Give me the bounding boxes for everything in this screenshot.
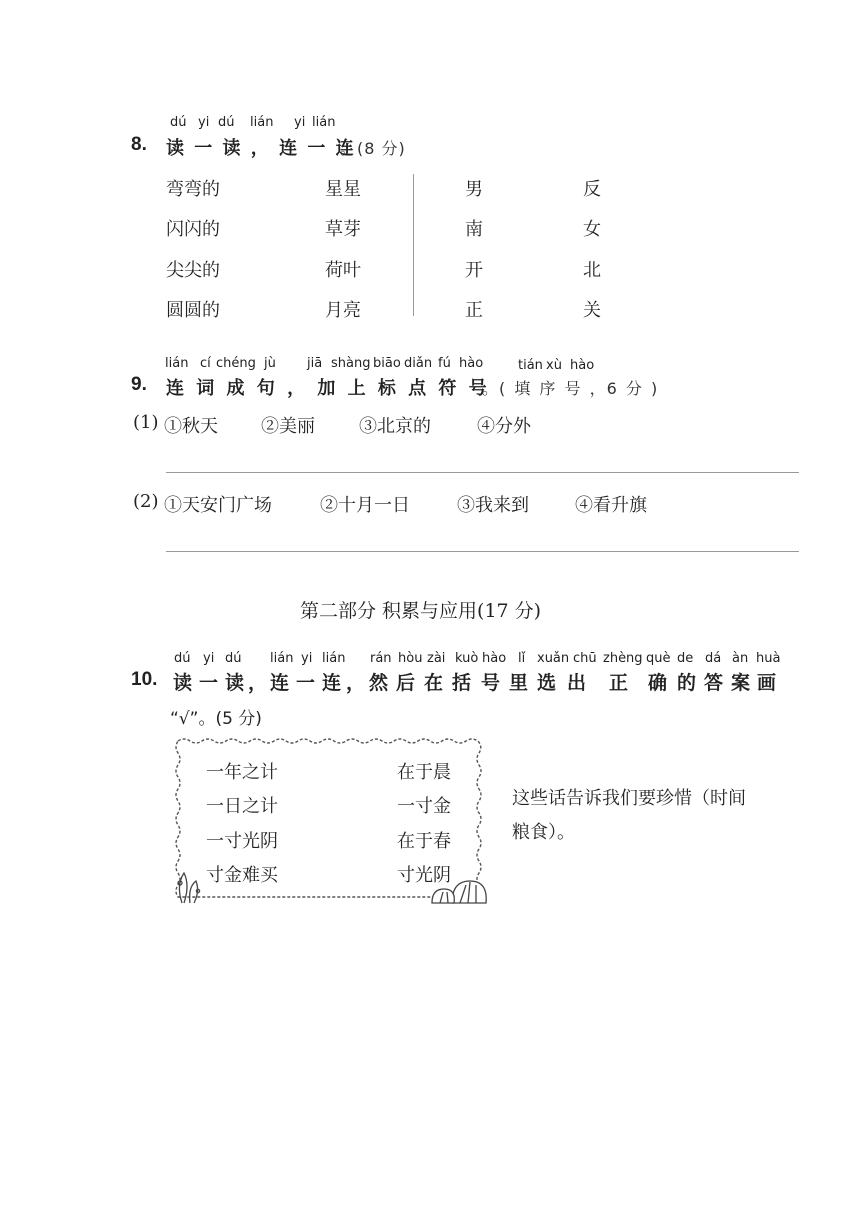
q10-title-char: ， (248, 672, 268, 694)
q9-pinyin: jù (264, 356, 276, 371)
q10-title-char: 连 (270, 672, 290, 694)
section-title: 第二部分 积累与应用(17 分) (300, 600, 542, 622)
q8-left-col2-item: 草芽 (325, 219, 361, 240)
q9-item-2-label: (2) (133, 491, 159, 512)
q10-title-char: 后 (396, 672, 416, 694)
q10-pinyin: dá (705, 651, 722, 666)
q8-right-col2-item: 北 (583, 260, 601, 281)
q9-number: 9. (131, 374, 147, 395)
q8-right-col1-item: 南 (465, 219, 483, 240)
q10-pinyin: àn (732, 651, 749, 666)
q10-title-char: 读 (173, 672, 193, 694)
q8-left-col2-item: 荷叶 (325, 260, 361, 281)
q8-title: 读 一 读 ， 连 一 连 (166, 138, 356, 159)
q9-answer-line-2[interactable] (166, 551, 799, 552)
q10-pinyin: dú (174, 651, 191, 666)
q8-left-col1-item: 闪闪的 (166, 219, 220, 240)
q10-title-char: 然 (369, 672, 389, 694)
q10-title-char: 案 (731, 672, 751, 694)
q10-pinyin: zài (427, 651, 446, 666)
q10-pinyin: yi (301, 651, 313, 666)
q10-pinyin: zhèng (603, 651, 643, 666)
q9-item-2-word: ②十月一日 (320, 495, 410, 516)
q9-answer-line-1[interactable] (166, 472, 799, 473)
q10-title-char: 连 (322, 672, 342, 694)
q10-pinyin: yi (203, 651, 215, 666)
q10-pinyin: què (646, 651, 671, 666)
q10-title-char: 确 (648, 672, 668, 694)
q10-box-left-item: 一寸光阴 (206, 831, 278, 852)
q10-title-char: 的 (677, 672, 697, 694)
q10-pinyin: kuò (455, 651, 479, 666)
q10-title-char: 选 (537, 672, 557, 694)
q10-title-char: 答 (704, 672, 724, 694)
q10-box-right-item: 在于春 (397, 831, 451, 852)
q8-pinyin-2: yi (198, 115, 210, 130)
q9-score: 。( 填 序 号 ，6 分 ) (482, 379, 659, 398)
q9-pinyin: tián (518, 358, 543, 373)
q10-box-right-item: 一寸金 (397, 796, 451, 817)
q9-pinyin: chéng (216, 356, 256, 371)
q10-box-left-item: 一日之计 (206, 796, 278, 817)
q10-pinyin: lián (270, 651, 294, 666)
q10-pinyin-row (0, 651, 860, 669)
q8-left-col1-item: 圆圆的 (166, 300, 220, 321)
q9-pinyin: jiā (307, 356, 323, 371)
q8-pinyin-5: yi (294, 115, 306, 130)
q9-item-1-word: ②美丽 (261, 416, 315, 437)
q8-pinyin-1: dú (170, 115, 187, 130)
q10-title-char: 出 (567, 672, 587, 694)
q8-left-col2-item: 星星 (325, 179, 361, 200)
q10-box-left-item: 寸金难买 (206, 865, 278, 886)
q9-item-2-word: ④看升旗 (575, 495, 647, 516)
q8-pinyin-4: lián (250, 115, 274, 130)
q10-title-char: 在 (424, 672, 444, 694)
q8-score: 。(8 分) (340, 139, 406, 158)
q10-title-char: 读 (225, 672, 245, 694)
q10-box-right-item: 寸光阴 (397, 865, 451, 886)
q8-left-col1-item: 弯弯的 (166, 179, 220, 200)
q9-pinyin: shàng (331, 356, 371, 371)
q8-right-col1-item: 开 (465, 260, 483, 281)
q9-pinyin: cí (200, 356, 211, 371)
q8-right-col2-item: 关 (583, 300, 601, 321)
q10-title-char: 一 (296, 672, 316, 694)
q10-title-char: 画 (757, 672, 777, 694)
q10-pinyin: lián (322, 651, 346, 666)
q8-pinyin-3: dú (218, 115, 235, 130)
q9-item-1-word: ④分外 (477, 416, 531, 437)
q9-item-2-word: ③我来到 (457, 495, 529, 516)
q10-pinyin: rán (370, 651, 392, 666)
q10-pinyin: dú (225, 651, 242, 666)
q10-pinyin: de (677, 651, 694, 666)
q10-pinyin: lǐ (518, 651, 526, 666)
q8-left-col1-item: 尖尖的 (166, 260, 220, 281)
q10-title-char: ， (346, 672, 366, 694)
q10-title-char: 里 (509, 672, 529, 694)
q10-title-row (0, 668, 860, 692)
q9-pinyin: xù (546, 358, 562, 373)
q8-right-col2-item: 反 (583, 179, 601, 200)
q8-column-divider (413, 174, 414, 316)
q10-line2: “√”。(5 分) (170, 709, 262, 729)
q10-note-line2: 粮食）。 (512, 822, 575, 843)
q9-pinyin: hào (570, 358, 595, 373)
q10-box-right-item: 在于晨 (397, 762, 451, 783)
q8-right-col1-item: 正 (465, 300, 483, 321)
q10-pinyin: chū (573, 651, 597, 666)
q9-pinyin: biāo (373, 356, 401, 371)
q9-pinyin: hào (459, 356, 484, 371)
q8-number: 8. (131, 134, 147, 155)
q9-pinyin: diǎn (404, 356, 433, 371)
q10-title-char: 号 (481, 672, 501, 694)
q8-left-col2-item: 月亮 (325, 300, 361, 321)
q9-item-1-word: ③北京的 (359, 416, 431, 437)
q8-pinyin-6: lián (312, 115, 336, 130)
q9-item-1-label: (1) (133, 412, 159, 433)
q9-title: 连 词 成 句 ， 加 上 标 点 符 号 (166, 378, 489, 399)
q10-title-char: 括 (452, 672, 472, 694)
seaweed-icon (178, 873, 200, 903)
q9-item-2-word: ①天安门广场 (164, 495, 272, 516)
q8-right-col1-item: 男 (465, 179, 483, 200)
q10-pinyin: hào (482, 651, 507, 666)
q10-title-char: 正 (609, 672, 629, 694)
q8-right-col2-item: 女 (583, 219, 601, 240)
q9-pinyin: fú (438, 356, 451, 371)
q10-pinyin: xuǎn (537, 651, 570, 666)
q9-pinyin: lián (165, 356, 189, 371)
q10-pinyin: huà (756, 651, 781, 666)
q10-box-left-item: 一年之计 (206, 762, 278, 783)
q10-number: 10. (131, 669, 158, 690)
q9-item-1-word: ①秋天 (164, 416, 218, 437)
q10-pinyin: hòu (398, 651, 423, 666)
q10-title-char: 一 (199, 672, 219, 694)
q10-note-line1: 这些话告诉我们要珍惜（时间 (512, 788, 746, 809)
